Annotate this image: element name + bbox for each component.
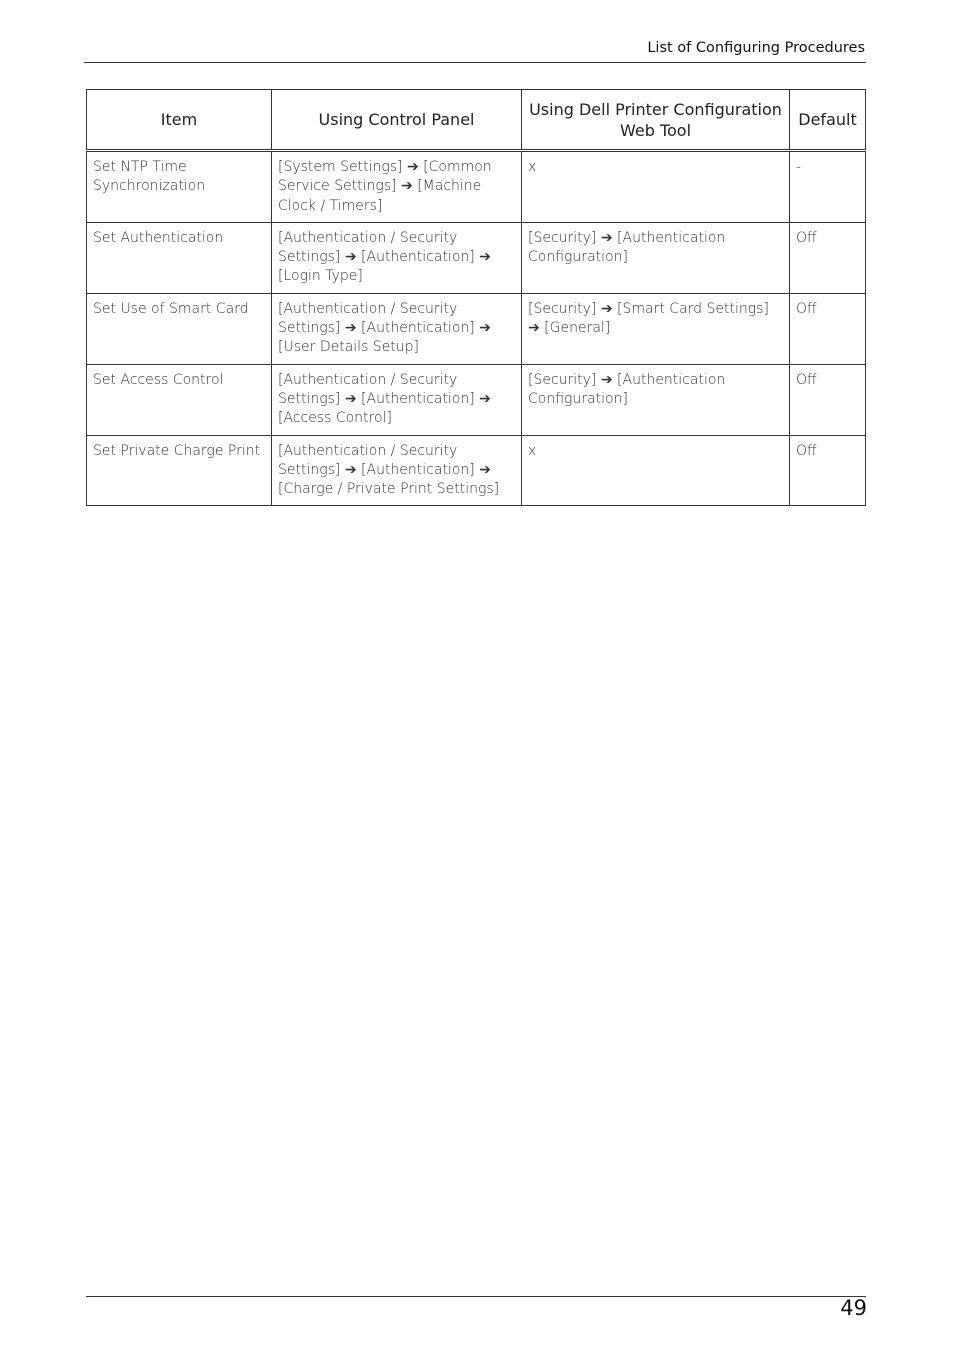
table-row	[87, 151, 866, 223]
column-header-item: Item	[87, 90, 272, 151]
cell-item: Set Authentication	[87, 222, 272, 293]
cell-item: Set NTP Time Synchronization	[87, 151, 272, 223]
cell-control-panel: [Authentication / Security Settings] ➔ [Authentication] ➔ [Access Control]	[272, 364, 522, 435]
cell-web-tool: x	[522, 151, 790, 223]
cell-item: Set Access Control	[87, 364, 272, 435]
cell-web-tool: x	[522, 435, 790, 506]
table-row	[87, 435, 866, 506]
cell-web-tool: [Security] ➔ [Authentication Configuration]	[522, 364, 790, 435]
footer-rule	[86, 1296, 866, 1297]
cell-default: -	[790, 151, 866, 223]
cell-default: Off	[790, 435, 866, 506]
column-header-web-tool: Using Dell Printer Configuration Web Tool	[522, 90, 790, 151]
cell-control-panel: [System Settings] ➔ [Common Service Settings] ➔ [Machine Clock / Timers]	[272, 151, 522, 223]
column-header-control-panel: Using Control Panel	[272, 90, 522, 151]
column-header-default: Default	[790, 90, 866, 151]
cell-default: Off	[790, 222, 866, 293]
cell-control-panel: [Authentication / Security Settings] ➔ [Authentication] ➔ [User Details Setup]	[272, 293, 522, 364]
cell-default: Off	[790, 364, 866, 435]
table-row	[87, 364, 866, 435]
cell-web-tool: [Security] ➔ [Smart Card Settings] ➔ [General]	[522, 293, 790, 364]
table-header-row	[87, 90, 866, 151]
cell-control-panel: [Authentication / Security Settings] ➔ [Authentication] ➔ [Charge / Private Print Settings]	[272, 435, 522, 506]
table-row	[87, 222, 866, 293]
cell-default: Off	[790, 293, 866, 364]
table-row	[87, 293, 866, 364]
cell-web-tool: [Security] ➔ [Authentication Configuration]	[522, 222, 790, 293]
cell-control-panel: [Authentication / Security Settings] ➔ [Authentication] ➔ [Login Type]	[272, 222, 522, 293]
page-number: 49	[840, 1296, 867, 1320]
running-header-title: List of Configuring Procedures	[647, 40, 865, 56]
configuring-procedures-table	[86, 89, 866, 506]
header-rule	[84, 62, 866, 63]
cell-item: Set Use of Smart Card	[87, 293, 272, 364]
cell-item: Set Private Charge Print	[87, 435, 272, 506]
